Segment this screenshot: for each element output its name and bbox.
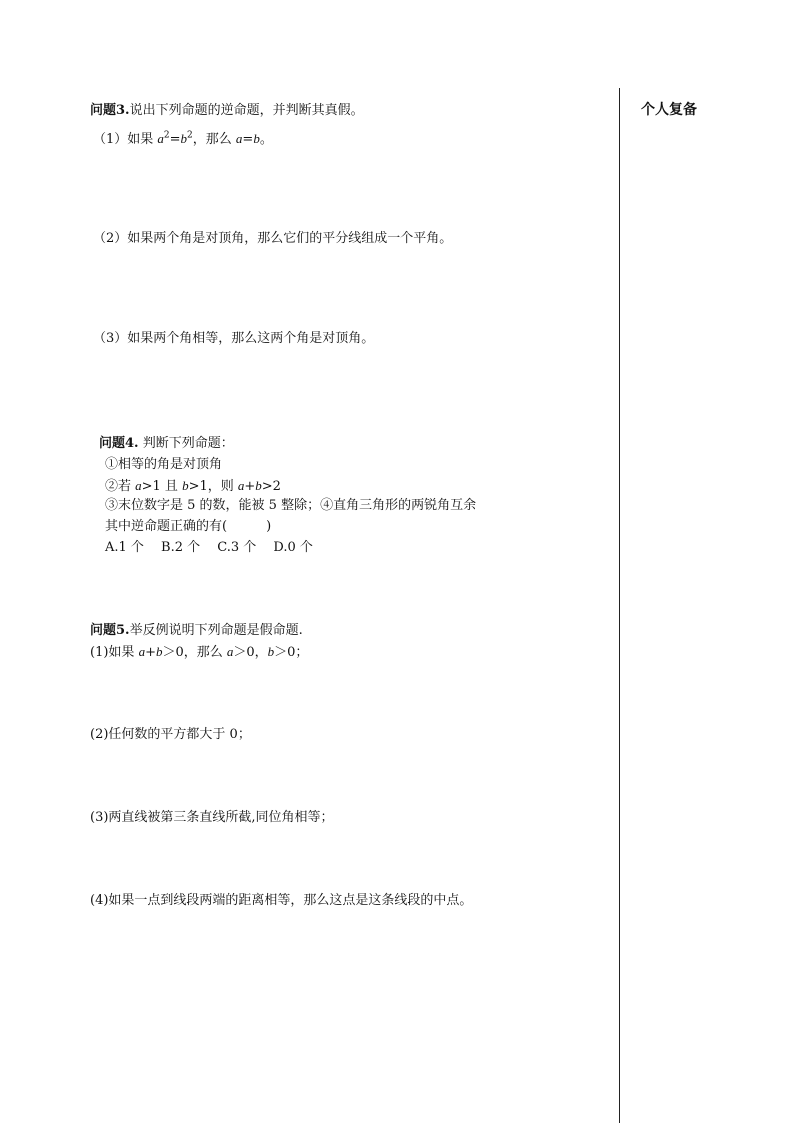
question-3-label: 问题 <box>90 103 117 118</box>
item-text: ②若 <box>105 479 136 494</box>
item-text: ，那么 <box>192 132 236 147</box>
math-var: a <box>157 131 164 146</box>
item-text: ＞0， <box>233 645 268 660</box>
question-5-item-4: (4)如果一点到线段两端的距离相等，那么这点是这条线段的中点。 <box>90 893 473 908</box>
math-op: + <box>145 645 156 660</box>
question-3-item-3: （3）如果两个角相等，那么这两个角是对顶角。 <box>93 331 375 346</box>
superscript: 2 <box>187 130 193 141</box>
question-5-label: 问题 <box>90 623 117 638</box>
question-5-heading <box>90 622 303 640</box>
superscript: 2 <box>163 130 170 141</box>
item-text: ＞0； <box>274 645 309 660</box>
side-column-title: 个人复备 <box>641 102 697 118</box>
item-text: 。 <box>259 132 273 147</box>
question-4-line-3: ③末位数字是 5 的数，能被 5 整除；④直角三角形的两锐角互余 <box>105 498 477 513</box>
question-3-heading <box>90 102 364 120</box>
question-5-item-3: (3)两直线被第三条直线所截,同位角相等； <box>90 810 334 825</box>
question-4-options: A.1 个 B.2 个 C.3 个 D.0 个 <box>105 540 313 555</box>
question-3-item-1 <box>93 130 273 149</box>
question-4-number: 4. <box>125 436 139 451</box>
math-var: b <box>180 131 188 146</box>
math-var: a <box>138 644 146 659</box>
question-3-item-2: （2）如果两个角是对顶角，那么它们的平分线组成一个平角。 <box>93 231 453 246</box>
question-3-prompt: 说出下列命题的逆命题，并判断其真假。 <box>129 103 364 118</box>
math-var: b <box>155 644 163 659</box>
page-divider <box>619 88 620 1123</box>
item-text: ＞0，那么 <box>162 645 227 660</box>
item-text: >1，则 <box>188 479 238 494</box>
question-5-prompt: 举反例说明下列命题是假命题. <box>129 623 303 638</box>
item-text: （1）如果 <box>93 132 158 147</box>
math-var: a <box>237 478 245 493</box>
math-var: b <box>255 478 262 493</box>
math-var: b <box>267 644 275 659</box>
question-4-prompt: 判断下列命题： <box>138 436 234 451</box>
math-var: b <box>182 478 189 493</box>
item-text: >1 且 <box>141 479 183 494</box>
math-var: a <box>235 131 243 146</box>
question-5-item-2: (2)任何数的平方都大于 0； <box>90 727 251 742</box>
math-op: + <box>244 479 256 494</box>
question-4-heading <box>99 435 234 453</box>
math-op: = <box>242 132 254 147</box>
question-5-number: 5. <box>116 623 130 638</box>
question-3-number: 3. <box>116 103 130 118</box>
question-4-label: 问题 <box>99 436 126 451</box>
item-text: (1)如果 <box>90 645 139 660</box>
question-4-line-2 <box>105 477 281 496</box>
math-var: a <box>226 644 234 659</box>
item-text: >2 <box>261 479 281 494</box>
math-var: b <box>253 131 260 146</box>
question-5-item-1 <box>90 643 308 662</box>
question-4-line-1: ①相等的角是对顶角 <box>105 457 223 472</box>
math-var: a <box>135 478 142 493</box>
math-op: = <box>169 132 181 147</box>
question-4-line-4: 其中逆命题正确的有( ) <box>105 519 272 534</box>
